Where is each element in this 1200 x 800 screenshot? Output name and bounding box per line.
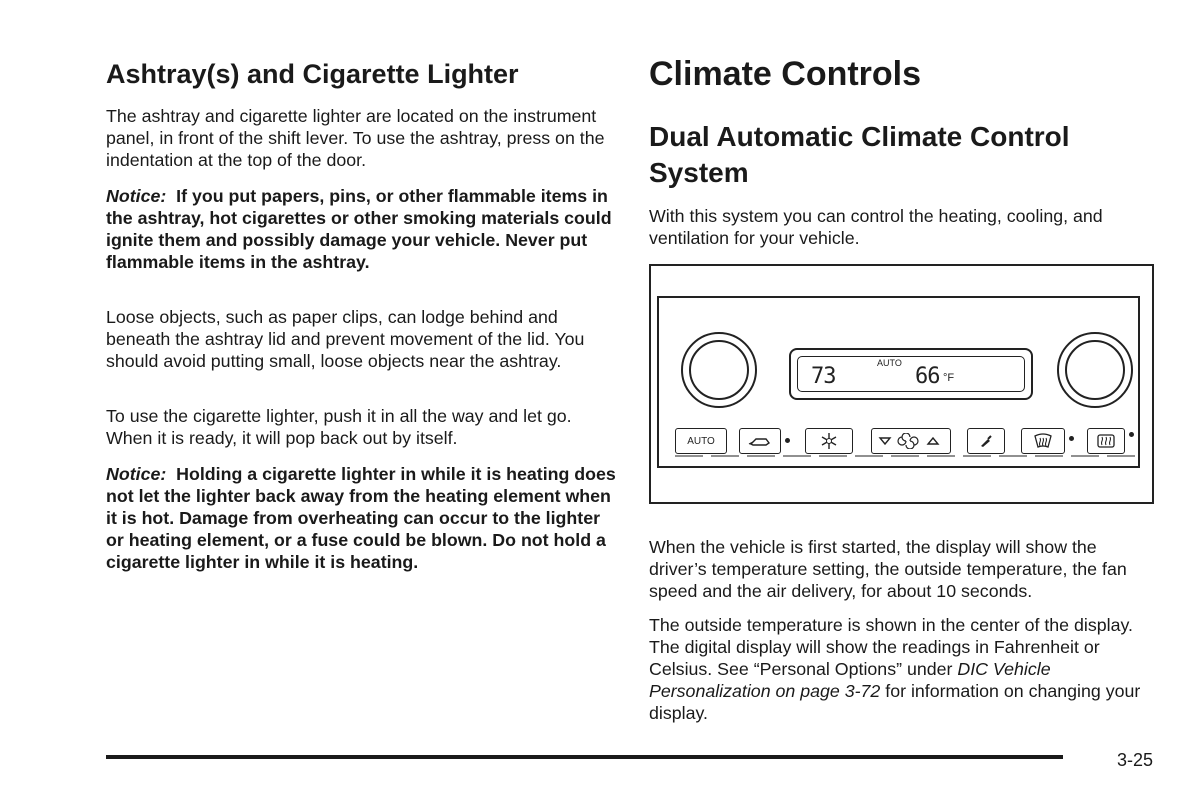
driver-temp-readout: 73 — [811, 364, 836, 389]
notice-label: Notice: — [106, 464, 167, 484]
auto-button[interactable]: AUTO — [675, 428, 727, 454]
startup-paragraph: When the vehicle is first started, the display will show the driver’s temperature setting, the outside temperature, the fan speed and the air delivery, for about 10 seconds. — [649, 537, 1127, 601]
section-heading-ashtray: Ashtray(s) and Cigarette Lighter — [106, 59, 519, 89]
footer-rule — [106, 755, 1063, 759]
front-defrost-button[interactable] — [1021, 428, 1065, 454]
lighter-notice — [106, 463, 618, 573]
driver-temp-knob — [681, 332, 757, 408]
page-title: Climate Controls — [649, 55, 922, 93]
recirculation-button[interactable] — [739, 428, 781, 454]
button-row — [675, 424, 1137, 460]
loose-objects-paragraph: Loose objects, such as paper clips, can lodge behind and beneath the ashtray lid and prevent movement of the lid. You should avoid putting small, loose objects near the ashtray. — [106, 307, 585, 371]
page-number: 3-25 — [1117, 750, 1154, 770]
indicator-dot — [1069, 436, 1074, 441]
unit-readout: °F — [943, 372, 955, 384]
control-panel — [657, 296, 1140, 468]
subsection-heading: Dual Automatic Climate Control System — [649, 121, 1070, 188]
rear-defrost-button[interactable] — [1087, 428, 1125, 454]
indicator-dot — [1129, 432, 1134, 437]
fan-speed-button[interactable] — [871, 428, 951, 454]
snowflake-icon — [820, 432, 838, 450]
climate-control-illustration — [649, 264, 1154, 504]
climate-display — [789, 348, 1033, 400]
indicator-dot — [785, 438, 790, 443]
lighter-paragraph: To use the cigarette lighter, push it in all the way and let go. When it is ready, it will pop back out by itself. — [106, 406, 572, 448]
mode-readout: AUTO — [877, 358, 902, 368]
ashtray-paragraph: The ashtray and cigarette lighter are located on the instrument panel, in front of the shift lever. To use the ashtray, press on the indentation at the top of the door. — [106, 106, 605, 170]
outside-temp-paragraph: The outside temperature is shown in the center of the display. The digital display will show the readings in Fahrenheit or Celsius. See “Personal Options” under DIC Vehicle Personalization on page 3-72 for information on changing your display. — [649, 615, 1141, 723]
rear-defrost-icon — [1096, 433, 1116, 449]
cross-reference-link[interactable]: DIC Vehicle Personalization on page 3-72 — [649, 659, 1051, 701]
front-defrost-icon — [1033, 433, 1053, 449]
recirculation-icon — [748, 434, 772, 448]
notice-label: Notice: — [106, 186, 167, 206]
intro-paragraph: With this system you can control the heating, cooling, and ventilation for your vehicle. — [649, 206, 1103, 248]
outside-temp-readout: 66 — [915, 364, 940, 389]
passenger-temp-knob — [1057, 332, 1133, 408]
fan-speed-icon — [876, 433, 946, 449]
ashtray-notice — [106, 185, 618, 273]
notice-text: If you put papers, pins, or other flammable items in the ashtray, hot cigarettes or other smoking materials could ignite them and possibly damage your vehicle. Never put flammable items in the ashtray. — [106, 186, 612, 272]
air-delivery-button[interactable] — [967, 428, 1005, 454]
ac-button[interactable] — [805, 428, 853, 454]
notice-text: Holding a cigarette lighter in while it is heating does not let the lighter back away from the heating element when it is hot. Damage from overheating can occur to the lighter or heating element, or a fuse could be blown. Do not hold a cigarette lighter in while it is heating. — [106, 464, 616, 572]
air-delivery-icon — [978, 433, 994, 449]
